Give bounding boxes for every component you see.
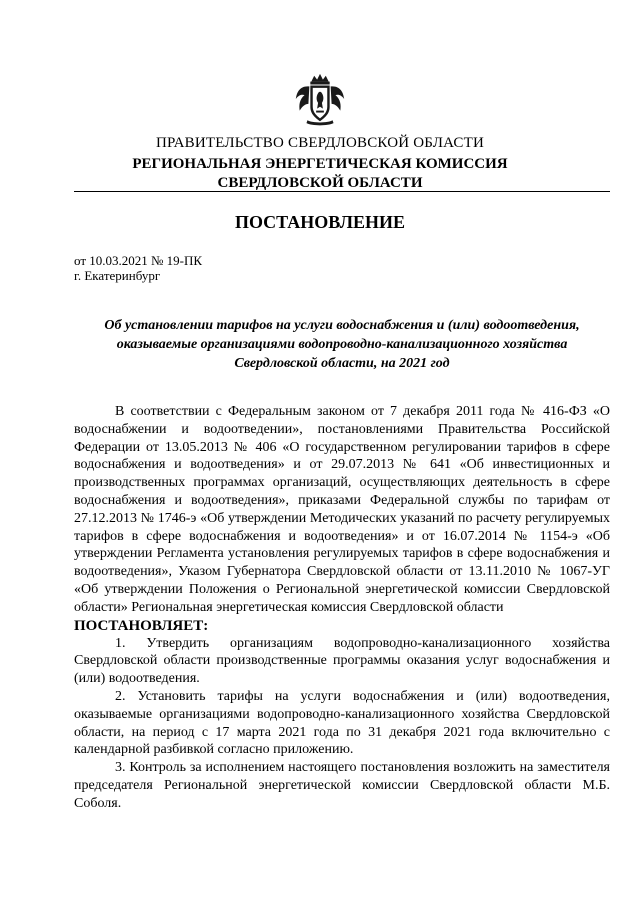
subject-line: оказываемые организациями водопроводно-канализационного хозяйства — [116, 337, 568, 352]
commission-title: РЕГИОНАЛЬНАЯ ЭНЕРГЕТИЧЕСКАЯ КОМИССИЯ — [132, 156, 508, 172]
resolution-keyword: ПОСТАНОВЛЯЕТ: — [74, 617, 209, 634]
document-subject — [74, 316, 610, 373]
coat-of-arms-icon — [291, 70, 349, 128]
preamble-paragraph: В соответствии с Федеральным законом от 7 декабря 2011 года № 416-ФЗ «О водоснабжении и водоотведении», постановлениями Правительства Российской Федерации от 13.05.2013 № 406 «О государственном регулировании тарифов в сфере водоснабжения и водоотведения» и от 29.07.2013 № 641 «Об инвестиционных и производственных программах организаций, осуществляющих деятельность в сфере водоснабжения и водоотведения», приказами Федеральной службы по тарифам от 27.12.2013 № 1746-э «Об утверждении Методических указаний по расчету регулируемых тарифов в сфере водоснабжения и водоотведения» и от 16.07.2014 № 1154-э «Об утверждении Регламента установления регулируемых тарифов в сфере водоснабжения и водоотведения», Указом Губернатора Свердловской области от 13.11.2010 № 1067-УГ «Об утверждении Положения о Региональной энергетической комиссии Свердловской области» Региональная энергетическая комиссия Свердловской области — [74, 404, 610, 615]
header-divider — [74, 191, 610, 192]
commission-region: СВЕРДЛОВСКОЙ ОБЛАСТИ — [217, 175, 423, 191]
item-paragraph-2: 2. Установить тарифы на услуги водоснабжения и (или) водоотведения, оказываемые организациями водопроводно-канализационного хозяйства Свердловской области, на период с 17 марта 2021 года по 31 декабря 2021 года включительно с календарной разбивкой согласно приложению. — [74, 688, 610, 758]
subject-line: Свердловской области, на 2021 год — [234, 356, 450, 371]
document-type-title: ПОСТАНОВЛЕНИЕ — [234, 212, 406, 232]
document-date-number: от 10.03.2021 № 19-ПК — [74, 253, 203, 268]
item-paragraph-1: 1. Утвердить организациям водопроводно-канализационного хозяйства Свердловской области производственные программы оказания услуг водоснабжения и (или) водоотведения. — [74, 635, 610, 687]
item-paragraph-3: 3. Контроль за исполнением настоящего постановления возложить на заместителя председателя Региональной энергетической комиссии Свердловской области М.Б. Соболя. — [74, 760, 610, 811]
document-body — [74, 403, 610, 813]
subject-line: Об установлении тарифов на услуги водоснабжения и (или) водоотведения, — [104, 318, 580, 333]
document-city: г. Екатеринбург — [74, 268, 161, 283]
government-title: ПРАВИТЕЛЬСТВО СВЕРДЛОВСКОЙ ОБЛАСТИ — [155, 135, 485, 151]
